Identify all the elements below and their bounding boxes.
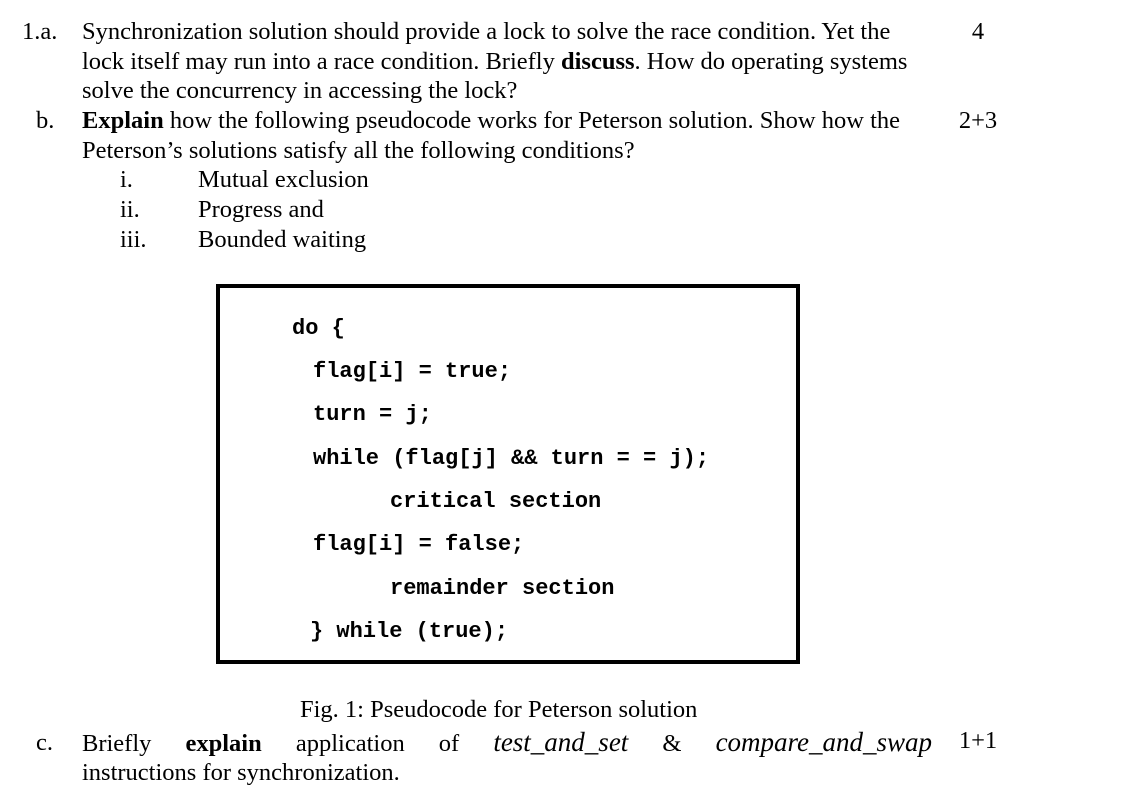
code-line-7: remainder section bbox=[390, 576, 615, 601]
code-line-5: critical section bbox=[390, 489, 602, 514]
question-1c-marks: 1+1 bbox=[958, 727, 998, 754]
question-1c-test-and-set: test_and_set bbox=[493, 727, 629, 757]
question-1b-text bbox=[82, 106, 934, 165]
figure-caption: Fig. 1: Pseudocode for Peterson solution bbox=[300, 696, 698, 723]
code-line-1: do { bbox=[292, 316, 345, 341]
question-1c-line-1 bbox=[82, 728, 932, 759]
question-1c-word-briefly: Briefly bbox=[82, 730, 152, 757]
condition-mutual-exclusion: Mutual exclusion bbox=[198, 166, 369, 193]
peterson-pseudocode-figure bbox=[216, 284, 800, 664]
question-number-1b: b. bbox=[36, 107, 55, 134]
condition-numeral-1: i. bbox=[120, 166, 133, 193]
code-line-3: turn = j; bbox=[313, 402, 432, 427]
condition-numeral-3: iii. bbox=[120, 226, 147, 253]
question-1c-keyword: explain bbox=[185, 730, 262, 757]
question-1a-marks: 4 bbox=[971, 18, 985, 45]
question-1c-ampersand: & bbox=[662, 730, 682, 757]
question-1c-line-2: instructions for synchronization. bbox=[82, 759, 400, 786]
question-1a-keyword: discuss bbox=[560, 47, 635, 75]
question-1c-word-of: of bbox=[438, 730, 460, 757]
question-1c-word-application: application bbox=[295, 730, 405, 757]
code-line-2: flag[i] = true; bbox=[313, 359, 512, 384]
code-line-6: flag[i] = false; bbox=[313, 532, 525, 557]
question-1a-text bbox=[82, 17, 932, 106]
condition-bounded-waiting: Bounded waiting bbox=[198, 226, 367, 253]
question-1b-marks: 2+3 bbox=[958, 107, 998, 134]
condition-numeral-2: ii. bbox=[120, 196, 140, 223]
question-1a-text-post: . How do operating systems solve the concurrency in accessing the lock? bbox=[82, 47, 908, 104]
code-line-8: } while (true); bbox=[310, 619, 509, 644]
question-1c-compare-and-swap: compare_and_swap bbox=[715, 727, 933, 757]
question-1b-text-post: how the following pseudocode works for Peterson solution. Show how the Peterson’s solutions satisfy all the following conditions? bbox=[82, 107, 900, 164]
question-number-1a: 1.a. bbox=[22, 18, 58, 45]
condition-progress: Progress and bbox=[198, 196, 324, 223]
question-number-1c: c. bbox=[36, 729, 53, 756]
code-line-4: while (flag[j] && turn = = j); bbox=[313, 446, 710, 471]
question-1a-text-pre: Synchronization solution should provide a lock to solve the race condition. Yet the lock itself may run into a race condition. Briefly bbox=[82, 18, 891, 75]
question-1b-keyword: Explain bbox=[82, 107, 164, 134]
